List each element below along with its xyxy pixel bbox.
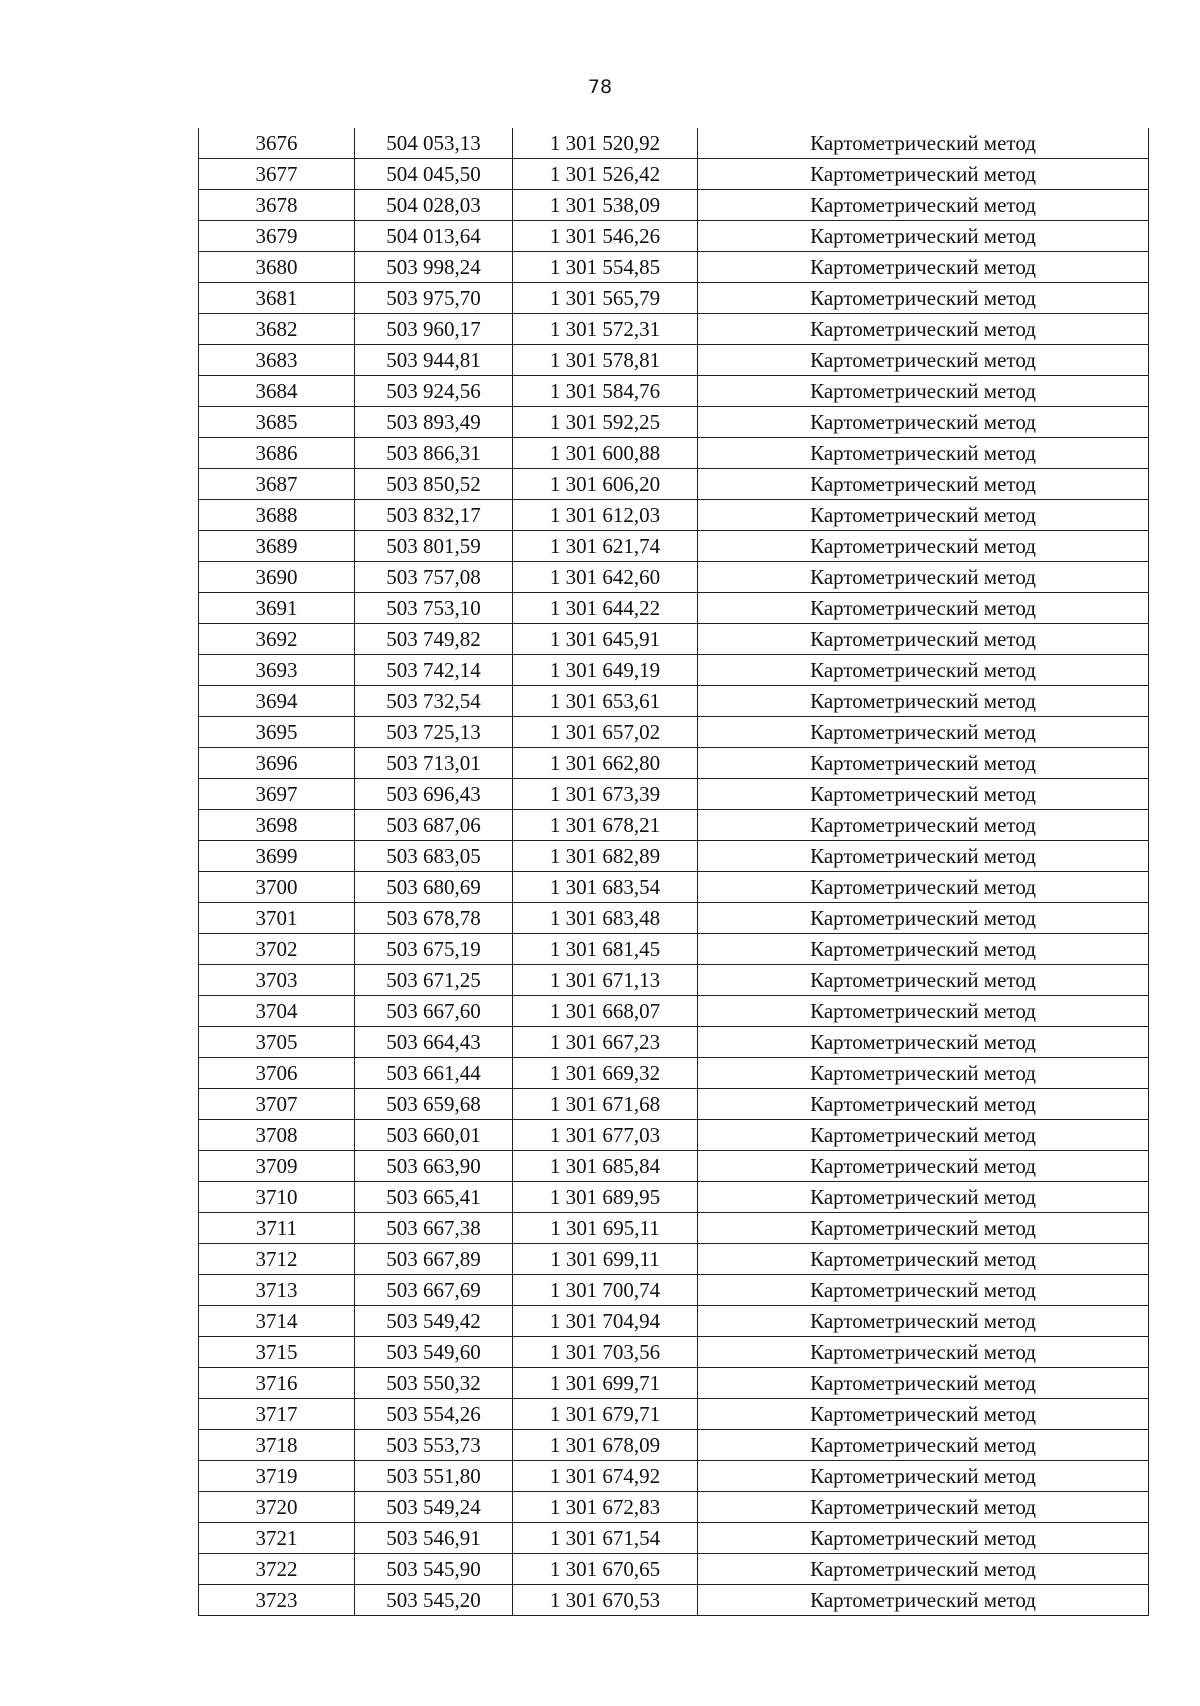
method-cell: Картометрический метод [698,128,1149,159]
x-coordinate-cell: 503 665,41 [355,1182,513,1213]
table-row [199,438,1149,469]
table-row [199,996,1149,1027]
point-number-cell: 3715 [199,1337,355,1368]
x-coordinate-cell: 503 850,52 [355,469,513,500]
y-coordinate-cell: 1 301 671,68 [513,1089,698,1120]
point-number-cell: 3691 [199,593,355,624]
x-coordinate-cell: 503 696,43 [355,779,513,810]
y-coordinate-cell: 1 301 612,03 [513,500,698,531]
y-coordinate-cell: 1 301 685,84 [513,1151,698,1182]
method-cell: Картометрический метод [698,1058,1149,1089]
point-number-cell: 3709 [199,1151,355,1182]
table-row [199,1430,1149,1461]
table-row [199,1585,1149,1616]
x-coordinate-cell: 504 013,64 [355,221,513,252]
x-coordinate-cell: 503 661,44 [355,1058,513,1089]
table-row [199,128,1149,159]
table-row [199,407,1149,438]
table-row [199,159,1149,190]
table-row [199,1275,1149,1306]
table-row [199,252,1149,283]
y-coordinate-cell: 1 301 700,74 [513,1275,698,1306]
y-coordinate-cell: 1 301 662,80 [513,748,698,779]
table-row [199,1058,1149,1089]
y-coordinate-cell: 1 301 672,83 [513,1492,698,1523]
point-number-cell: 3690 [199,562,355,593]
method-cell: Картометрический метод [698,1027,1149,1058]
method-cell: Картометрический метод [698,314,1149,345]
x-coordinate-cell: 503 545,20 [355,1585,513,1616]
x-coordinate-cell: 503 893,49 [355,407,513,438]
table-row [199,1089,1149,1120]
table-row [199,500,1149,531]
method-cell: Картометрический метод [698,500,1149,531]
point-number-cell: 3717 [199,1399,355,1430]
x-coordinate-cell: 503 667,69 [355,1275,513,1306]
method-cell: Картометрический метод [698,1182,1149,1213]
x-coordinate-cell: 503 667,38 [355,1213,513,1244]
table-row [199,314,1149,345]
method-cell: Картометрический метод [698,1399,1149,1430]
point-number-cell: 3706 [199,1058,355,1089]
table-row [199,872,1149,903]
method-cell: Картометрический метод [698,1337,1149,1368]
point-number-cell: 3708 [199,1120,355,1151]
y-coordinate-cell: 1 301 670,53 [513,1585,698,1616]
point-number-cell: 3688 [199,500,355,531]
method-cell: Картометрический метод [698,1492,1149,1523]
x-coordinate-cell: 503 663,90 [355,1151,513,1182]
table-row [199,1151,1149,1182]
point-number-cell: 3705 [199,1027,355,1058]
method-cell: Картометрический метод [698,407,1149,438]
method-cell: Картометрический метод [698,996,1149,1027]
table-row [199,717,1149,748]
table-row [199,841,1149,872]
method-cell: Картометрический метод [698,190,1149,221]
y-coordinate-cell: 1 301 554,85 [513,252,698,283]
x-coordinate-cell: 503 687,06 [355,810,513,841]
method-cell: Картометрический метод [698,593,1149,624]
table-row [199,190,1149,221]
x-coordinate-cell: 503 664,43 [355,1027,513,1058]
table-row [199,593,1149,624]
x-coordinate-cell: 503 671,25 [355,965,513,996]
table-row [199,1306,1149,1337]
point-number-cell: 3710 [199,1182,355,1213]
x-coordinate-cell: 503 667,89 [355,1244,513,1275]
y-coordinate-cell: 1 301 683,54 [513,872,698,903]
method-cell: Картометрический метод [698,655,1149,686]
method-cell: Картометрический метод [698,159,1149,190]
y-coordinate-cell: 1 301 669,32 [513,1058,698,1089]
method-cell: Картометрический метод [698,345,1149,376]
y-coordinate-cell: 1 301 671,13 [513,965,698,996]
point-number-cell: 3721 [199,1523,355,1554]
method-cell: Картометрический метод [698,438,1149,469]
y-coordinate-cell: 1 301 572,31 [513,314,698,345]
y-coordinate-cell: 1 301 678,09 [513,1430,698,1461]
y-coordinate-cell: 1 301 538,09 [513,190,698,221]
y-coordinate-cell: 1 301 667,23 [513,1027,698,1058]
y-coordinate-cell: 1 301 703,56 [513,1337,698,1368]
y-coordinate-cell: 1 301 674,92 [513,1461,698,1492]
table-row [199,1213,1149,1244]
page-number: 78 [587,76,613,98]
x-coordinate-cell: 503 832,17 [355,500,513,531]
x-coordinate-cell: 503 944,81 [355,345,513,376]
table-row [199,965,1149,996]
y-coordinate-cell: 1 301 546,26 [513,221,698,252]
y-coordinate-cell: 1 301 678,21 [513,810,698,841]
table-row [199,1461,1149,1492]
point-number-cell: 3722 [199,1554,355,1585]
x-coordinate-cell: 503 683,05 [355,841,513,872]
table-row [199,469,1149,500]
table-row [199,1399,1149,1430]
method-cell: Картометрический метод [698,624,1149,655]
point-number-cell: 3692 [199,624,355,655]
y-coordinate-cell: 1 301 699,71 [513,1368,698,1399]
table-row [199,1523,1149,1554]
point-number-cell: 3714 [199,1306,355,1337]
x-coordinate-cell: 503 554,26 [355,1399,513,1430]
method-cell: Картометрический метод [698,1275,1149,1306]
y-coordinate-cell: 1 301 584,76 [513,376,698,407]
x-coordinate-cell: 503 660,01 [355,1120,513,1151]
method-cell: Картометрический метод [698,686,1149,717]
y-coordinate-cell: 1 301 682,89 [513,841,698,872]
x-coordinate-cell: 503 680,69 [355,872,513,903]
method-cell: Картометрический метод [698,934,1149,965]
x-coordinate-cell: 503 550,32 [355,1368,513,1399]
method-cell: Картометрический метод [698,841,1149,872]
y-coordinate-cell: 1 301 600,88 [513,438,698,469]
point-number-cell: 3698 [199,810,355,841]
y-coordinate-cell: 1 301 679,71 [513,1399,698,1430]
table-row [199,531,1149,562]
y-coordinate-cell: 1 301 645,91 [513,624,698,655]
coordinates-table [198,128,1149,1616]
method-cell: Картометрический метод [698,1089,1149,1120]
x-coordinate-cell: 504 028,03 [355,190,513,221]
point-number-cell: 3711 [199,1213,355,1244]
y-coordinate-cell: 1 301 689,95 [513,1182,698,1213]
table-row [199,1554,1149,1585]
point-number-cell: 3676 [199,128,355,159]
point-number-cell: 3704 [199,996,355,1027]
point-number-cell: 3685 [199,407,355,438]
x-coordinate-cell: 503 549,60 [355,1337,513,1368]
point-number-cell: 3681 [199,283,355,314]
y-coordinate-cell: 1 301 526,42 [513,159,698,190]
y-coordinate-cell: 1 301 695,11 [513,1213,698,1244]
y-coordinate-cell: 1 301 683,48 [513,903,698,934]
y-coordinate-cell: 1 301 578,81 [513,345,698,376]
x-coordinate-cell: 503 678,78 [355,903,513,934]
y-coordinate-cell: 1 301 621,74 [513,531,698,562]
point-number-cell: 3687 [199,469,355,500]
method-cell: Картометрический метод [698,903,1149,934]
method-cell: Картометрический метод [698,1151,1149,1182]
point-number-cell: 3699 [199,841,355,872]
table-row [199,1120,1149,1151]
table-row [199,934,1149,965]
x-coordinate-cell: 503 757,08 [355,562,513,593]
point-number-cell: 3686 [199,438,355,469]
table-row [199,624,1149,655]
x-coordinate-cell: 503 742,14 [355,655,513,686]
point-number-cell: 3689 [199,531,355,562]
point-number-cell: 3707 [199,1089,355,1120]
table-row [199,1182,1149,1213]
method-cell: Картометрический метод [698,1306,1149,1337]
table-row [199,810,1149,841]
y-coordinate-cell: 1 301 670,65 [513,1554,698,1585]
point-number-cell: 3695 [199,717,355,748]
y-coordinate-cell: 1 301 677,03 [513,1120,698,1151]
point-number-cell: 3678 [199,190,355,221]
table-row [199,1027,1149,1058]
table-row [199,345,1149,376]
method-cell: Картометрический метод [698,252,1149,283]
point-number-cell: 3719 [199,1461,355,1492]
y-coordinate-cell: 1 301 668,07 [513,996,698,1027]
method-cell: Картометрический метод [698,1120,1149,1151]
table-row [199,376,1149,407]
method-cell: Картометрический метод [698,531,1149,562]
point-number-cell: 3697 [199,779,355,810]
y-coordinate-cell: 1 301 520,92 [513,128,698,159]
y-coordinate-cell: 1 301 606,20 [513,469,698,500]
x-coordinate-cell: 504 045,50 [355,159,513,190]
point-number-cell: 3677 [199,159,355,190]
method-cell: Картометрический метод [698,779,1149,810]
y-coordinate-cell: 1 301 699,11 [513,1244,698,1275]
method-cell: Картометрический метод [698,376,1149,407]
method-cell: Картометрический метод [698,1523,1149,1554]
point-number-cell: 3682 [199,314,355,345]
x-coordinate-cell: 503 675,19 [355,934,513,965]
method-cell: Картометрический метод [698,1244,1149,1275]
x-coordinate-cell: 503 659,68 [355,1089,513,1120]
point-number-cell: 3716 [199,1368,355,1399]
x-coordinate-cell: 503 753,10 [355,593,513,624]
table-row [199,1244,1149,1275]
method-cell: Картометрический метод [698,717,1149,748]
table-row [199,748,1149,779]
y-coordinate-cell: 1 301 673,39 [513,779,698,810]
x-coordinate-cell: 503 553,73 [355,1430,513,1461]
method-cell: Картометрический метод [698,283,1149,314]
point-number-cell: 3694 [199,686,355,717]
y-coordinate-cell: 1 301 653,61 [513,686,698,717]
x-coordinate-cell: 503 667,60 [355,996,513,1027]
y-coordinate-cell: 1 301 565,79 [513,283,698,314]
point-number-cell: 3718 [199,1430,355,1461]
table-row [199,903,1149,934]
point-number-cell: 3713 [199,1275,355,1306]
method-cell: Картометрический метод [698,1554,1149,1585]
table-row [199,562,1149,593]
point-number-cell: 3696 [199,748,355,779]
y-coordinate-cell: 1 301 649,19 [513,655,698,686]
x-coordinate-cell: 503 749,82 [355,624,513,655]
coordinates-table-body [199,128,1149,1616]
point-number-cell: 3702 [199,934,355,965]
method-cell: Картометрический метод [698,748,1149,779]
y-coordinate-cell: 1 301 671,54 [513,1523,698,1554]
point-number-cell: 3723 [199,1585,355,1616]
x-coordinate-cell: 503 551,80 [355,1461,513,1492]
method-cell: Картометрический метод [698,1430,1149,1461]
method-cell: Картометрический метод [698,221,1149,252]
x-coordinate-cell: 503 545,90 [355,1554,513,1585]
method-cell: Картометрический метод [698,1213,1149,1244]
table-row [199,1492,1149,1523]
table-row [199,655,1149,686]
table-row [199,779,1149,810]
point-number-cell: 3700 [199,872,355,903]
x-coordinate-cell: 503 713,01 [355,748,513,779]
point-number-cell: 3683 [199,345,355,376]
method-cell: Картометрический метод [698,469,1149,500]
method-cell: Картометрический метод [698,1585,1149,1616]
x-coordinate-cell: 503 801,59 [355,531,513,562]
x-coordinate-cell: 503 549,24 [355,1492,513,1523]
point-number-cell: 3720 [199,1492,355,1523]
point-number-cell: 3679 [199,221,355,252]
method-cell: Картометрический метод [698,965,1149,996]
point-number-cell: 3684 [199,376,355,407]
method-cell: Картометрический метод [698,562,1149,593]
y-coordinate-cell: 1 301 681,45 [513,934,698,965]
point-number-cell: 3712 [199,1244,355,1275]
y-coordinate-cell: 1 301 642,60 [513,562,698,593]
x-coordinate-cell: 504 053,13 [355,128,513,159]
table-row [199,686,1149,717]
point-number-cell: 3701 [199,903,355,934]
x-coordinate-cell: 503 549,42 [355,1306,513,1337]
x-coordinate-cell: 503 732,54 [355,686,513,717]
x-coordinate-cell: 503 975,70 [355,283,513,314]
y-coordinate-cell: 1 301 657,02 [513,717,698,748]
method-cell: Картометрический метод [698,1368,1149,1399]
x-coordinate-cell: 503 924,56 [355,376,513,407]
y-coordinate-cell: 1 301 592,25 [513,407,698,438]
x-coordinate-cell: 503 725,13 [355,717,513,748]
method-cell: Картометрический метод [698,872,1149,903]
point-number-cell: 3680 [199,252,355,283]
table-row [199,221,1149,252]
y-coordinate-cell: 1 301 644,22 [513,593,698,624]
x-coordinate-cell: 503 546,91 [355,1523,513,1554]
method-cell: Картометрический метод [698,1461,1149,1492]
table-row [199,1368,1149,1399]
x-coordinate-cell: 503 866,31 [355,438,513,469]
point-number-cell: 3693 [199,655,355,686]
table-row [199,283,1149,314]
x-coordinate-cell: 503 960,17 [355,314,513,345]
method-cell: Картометрический метод [698,810,1149,841]
table-row [199,1337,1149,1368]
x-coordinate-cell: 503 998,24 [355,252,513,283]
point-number-cell: 3703 [199,965,355,996]
y-coordinate-cell: 1 301 704,94 [513,1306,698,1337]
